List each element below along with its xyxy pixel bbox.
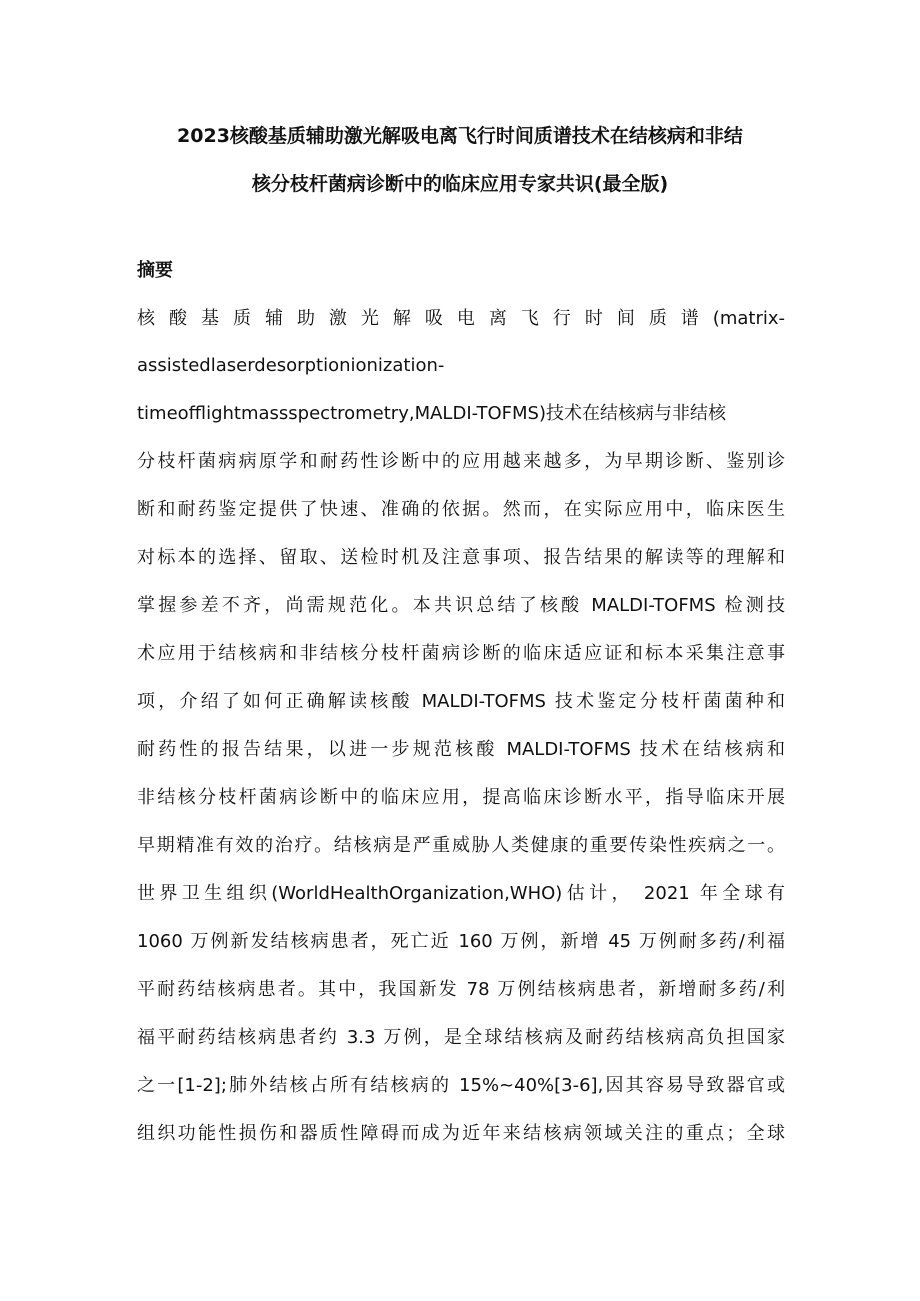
body-line-10: 耐药性的报告结果，以进一步规范核酸 MALDI-TOFMS 技术在结核病和: [137, 739, 785, 760]
document-title-line-2: 核分枝杆菌病诊断中的临床应用专家共识(最全版): [251, 173, 669, 195]
document-title-line-1: 2023核酸基质辅助激光解吸电离飞行时间质谱技术在结核病和非结: [177, 125, 743, 147]
body-line-4: 分枝杆菌病病原学和耐药性诊断中的应用越来越多，为早期诊断、鉴别诊: [137, 451, 785, 472]
body-line-1: 核 酸 基 质 辅 助 激 光 解 吸 电 离 飞 行 时 间 质 谱 (matrix-: [137, 308, 785, 329]
body-line-5: 断和耐药鉴定提供了快速、准确的依据。然而，在实际应用中，临床医生: [137, 499, 785, 520]
body-line-12: 早期精准有效的治疗。结核病是严重威胁人类健康的重要传染性疾病之一。: [137, 835, 785, 856]
body-line-13: 世界卫生组织(WorldHealthOrganization,WHO)估计， 2021 年全球有: [137, 883, 785, 904]
body-line-11: 非结核分枝杆菌病诊断中的临床应用，提高临床诊断水平，指导临床开展: [137, 787, 785, 808]
body-line-9: 项，介绍了如何正确解读核酸 MALDI-TOFMS 技术鉴定分枝杆菌菌种和: [137, 691, 785, 712]
body-line-8: 术应用于结核病和非结核分枝杆菌病诊断的临床适应证和标本采集注意事: [137, 643, 785, 664]
body-line-2: assistedlaserdesorptionionization-: [137, 355, 445, 376]
body-line-16: 福平耐药结核病患者约 3.3 万例，是全球结核病及耐药结核病高负担国家: [137, 1027, 785, 1048]
body-line-15: 平耐药结核病患者。其中，我国新发 78 万例结核病患者，新增耐多药/利: [137, 979, 785, 1000]
body-line-6: 对标本的选择、留取、送检时机及注意事项、报告结果的解读等的理解和: [137, 547, 785, 568]
body-line-7: 掌握参差不齐，尚需规范化。本共识总结了核酸 MALDI-TOFMS 检测技: [137, 595, 785, 616]
body-line-3: timeofflightmassspectrometry,MALDI-TOFMS)技术在结核病与非结核: [137, 403, 726, 424]
body-line-14: 1060 万例新发结核病患者，死亡近 160 万例，新增 45 万例耐多药/利福: [137, 931, 785, 952]
body-line-17: 之一[1-2];肺外结核占所有结核病的 15%~40%[3-6],因其容易导致器官或: [137, 1075, 785, 1096]
body-line-18: 组织功能性损伤和器质性障碍而成为近年来结核病领域关注的重点；全球: [137, 1123, 785, 1144]
abstract-heading: 摘要: [137, 260, 173, 281]
